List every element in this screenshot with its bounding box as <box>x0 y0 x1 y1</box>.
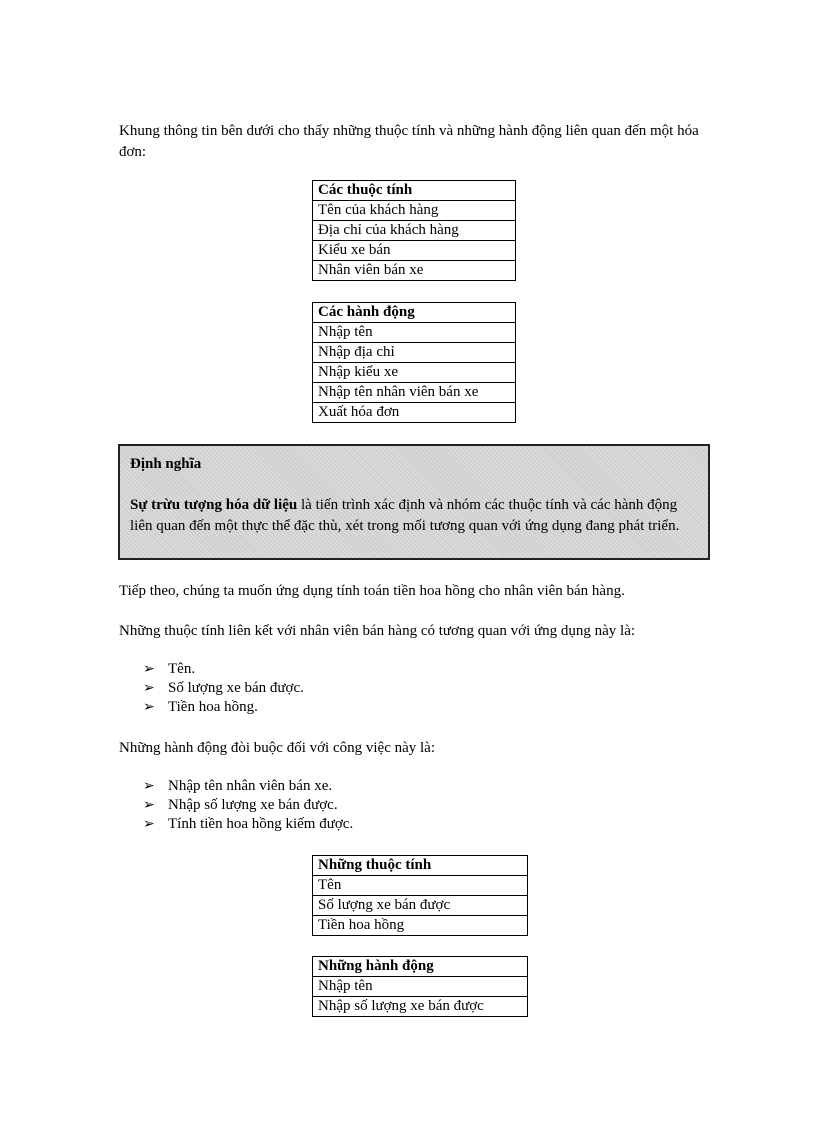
list-item <box>143 698 304 717</box>
paragraph-attributes: Những thuộc tính liên kết với nhân viên bán hàng có tương quan với ứng dụng này là: <box>119 623 636 639</box>
list-item <box>143 777 353 796</box>
list-item-text: Tên. <box>168 661 196 677</box>
table-cell: Nhân viên bán xe <box>313 261 516 281</box>
list-item <box>143 679 304 698</box>
list-item-text: Nhập số lượng xe bán được. <box>168 797 338 813</box>
actions-table-invoice <box>312 302 516 423</box>
table-cell: Nhập số lượng xe bán được <box>313 997 528 1017</box>
definition-title: Định nghĩa <box>130 456 202 472</box>
table-cell: Địa chỉ của khách hàng <box>313 221 516 241</box>
definition-term: Sự trừu tượng hóa dữ liệu <box>130 497 298 513</box>
table-cell: Nhập tên nhân viên bán xe <box>313 383 516 403</box>
table-header: Các thuộc tính <box>313 181 516 201</box>
table-cell: Nhập tên <box>313 323 516 343</box>
arrow-bullet-icon: ➢ <box>143 817 155 832</box>
arrow-bullet-icon: ➢ <box>143 798 155 813</box>
definition-box <box>118 444 710 560</box>
definition-body <box>130 495 698 537</box>
table-header: Những hành động <box>313 957 528 977</box>
intro-paragraph: Khung thông tin bên dưới cho thấy những thuộc tính và những hành động liên quan đến một hóa đơn: <box>119 123 699 160</box>
arrow-bullet-icon: ➢ <box>143 700 155 715</box>
list-item-text: Số lượng xe bán được. <box>168 680 304 696</box>
paragraph-actions: Những hành động đòi buộc đối với công việc này là: <box>119 740 436 756</box>
arrow-bullet-icon: ➢ <box>143 662 155 677</box>
action-bullet-list <box>143 777 353 834</box>
attributes-table-salesperson <box>312 855 528 936</box>
definition-text: là tiến trình xác định và nhóm các thuộc tính và các hành động liên quan đến một thực thể đặc thù, xét trong mối tương quan với ứng dụng đang phát triển. <box>130 497 680 534</box>
paragraph-next: Tiếp theo, chúng ta muốn ứng dụng tính toán tiền hoa hồng cho nhân viên bán hàng. <box>119 583 625 599</box>
table-cell: Kiểu xe bán <box>313 241 516 261</box>
list-item <box>143 660 304 679</box>
table-cell: Xuất hóa đơn <box>313 403 516 423</box>
attributes-table-invoice <box>312 180 516 281</box>
list-item-text: Nhập tên nhân viên bán xe. <box>168 778 333 794</box>
table-cell: Nhập tên <box>313 977 528 997</box>
list-item-text: Tiền hoa hồng. <box>168 699 258 715</box>
table-cell: Tiền hoa hồng <box>313 916 528 936</box>
attribute-bullet-list <box>143 660 304 717</box>
arrow-bullet-icon: ➢ <box>143 681 155 696</box>
table-cell: Tên <box>313 876 528 896</box>
list-item <box>143 815 353 834</box>
table-header: Các hành động <box>313 303 516 323</box>
list-item-text: Tính tiền hoa hồng kiếm được. <box>168 816 354 832</box>
table-header: Những thuộc tính <box>313 856 528 876</box>
arrow-bullet-icon: ➢ <box>143 779 155 794</box>
table-cell: Tên của khách hàng <box>313 201 516 221</box>
table-cell: Số lượng xe bán được <box>313 896 528 916</box>
list-item <box>143 796 353 815</box>
actions-table-salesperson <box>312 956 528 1017</box>
table-cell: Nhập kiểu xe <box>313 363 516 383</box>
table-cell: Nhập địa chỉ <box>313 343 516 363</box>
